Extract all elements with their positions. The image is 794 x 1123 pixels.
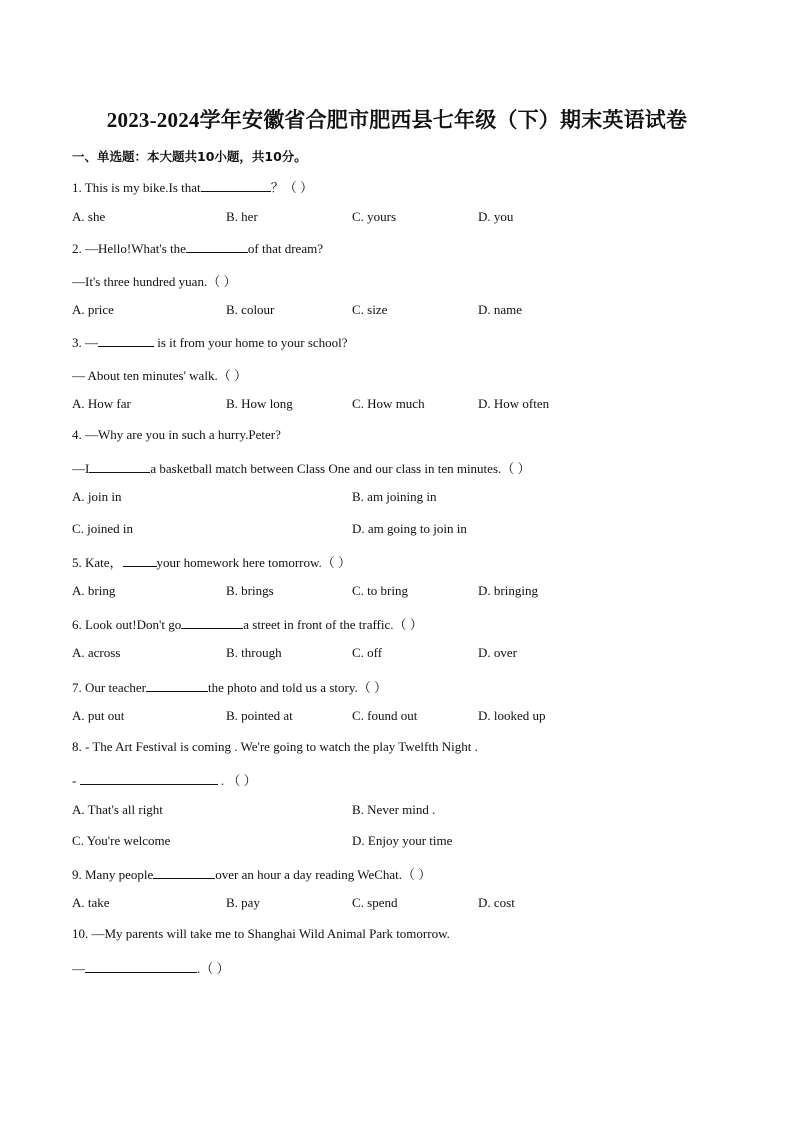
question-1-option-b[interactable]: B. her: [226, 209, 258, 224]
question-7-option-a[interactable]: A. put out: [72, 708, 125, 723]
question-8-stem: 8. - The Art Festival is coming . We're going to watch the play Twelfth Night .: [72, 739, 478, 754]
answer-blank: [123, 554, 157, 567]
question-6-option-c[interactable]: C. off: [352, 645, 383, 660]
question-10-response: — .（ ）: [72, 961, 230, 976]
question-3-option-a[interactable]: A. How far: [72, 396, 131, 411]
answer-blank: [201, 179, 271, 192]
question-5-option-c[interactable]: C. to bring: [352, 583, 408, 598]
question-4-option-d[interactable]: D. am going to join in: [352, 521, 467, 536]
question-1-option-a[interactable]: A. she: [72, 209, 106, 224]
question-8-option-c[interactable]: C. You're welcome: [72, 833, 171, 848]
question-8-response: - . （ ）: [72, 773, 257, 788]
question-3-response: — About ten minutes' walk.（ ）: [72, 368, 247, 383]
question-9-option-b[interactable]: B. pay: [226, 895, 260, 910]
question-3-option-b[interactable]: B. How long: [226, 396, 293, 411]
question-4-response: —I a basketball match between Class One and our class in ten minutes.（ ）: [72, 461, 531, 476]
question-1-stem: 1. This is my bike.Is that ？（ ）: [72, 180, 313, 195]
question-7-option-d[interactable]: D. looked up: [478, 708, 546, 723]
question-6-option-a[interactable]: A. across: [72, 645, 121, 660]
answer-blank: [186, 240, 248, 253]
question-6-option-b[interactable]: B. through: [226, 645, 282, 660]
question-5-stem: 5. Kate， your homework here tomorrow.（ ）: [72, 555, 352, 570]
question-4-option-b[interactable]: B. am joining in: [352, 489, 437, 504]
question-9-option-c[interactable]: C. spend: [352, 895, 398, 910]
question-3-option-c[interactable]: C. How much: [352, 396, 425, 411]
question-7-option-b[interactable]: B. pointed at: [226, 708, 293, 723]
page-title: 2023-2024学年安徽省合肥市肥西县七年级（下）期末英语试卷: [106, 108, 688, 132]
question-2-stem: 2. —Hello!What's the of that dream?: [72, 241, 323, 256]
answer-blank: [153, 866, 215, 879]
question-4-option-a[interactable]: A. join in: [72, 489, 122, 504]
question-2-response: —It's three hundred yuan.（ ）: [72, 274, 237, 289]
question-3-stem: 3. — is it from your home to your school?: [72, 335, 348, 350]
answer-blank: [181, 616, 243, 629]
question-1-option-c[interactable]: C. yours: [352, 209, 397, 224]
question-7-option-c[interactable]: C. found out: [352, 708, 418, 723]
question-2-option-a[interactable]: A. price: [72, 302, 114, 317]
question-2-option-b[interactable]: B. colour: [226, 302, 275, 317]
question-9-option-d[interactable]: D. cost: [478, 895, 515, 910]
answer-blank: [85, 960, 197, 973]
question-2-option-c[interactable]: C. size: [352, 302, 388, 317]
question-2-option-d[interactable]: D. name: [478, 302, 523, 317]
question-6-option-d[interactable]: D. over: [478, 645, 517, 660]
question-8-option-b[interactable]: B. Never mind .: [352, 802, 436, 817]
question-4-option-c[interactable]: C. joined in: [72, 521, 134, 536]
question-5-option-d[interactable]: D. bringing: [478, 583, 538, 598]
question-8-option-d[interactable]: D. Enjoy your time: [352, 833, 453, 848]
question-7-stem: 7. Our teacher the photo and told us a story.（ ）: [72, 680, 387, 695]
section-heading: 一、单选题：本大题共10小题，共10分。: [72, 149, 307, 164]
question-3-option-d[interactable]: D. How often: [478, 396, 550, 411]
answer-blank: [80, 772, 218, 785]
question-6-stem: 6. Look out!Don't go a street in front of the traffic.（ ）: [72, 617, 423, 632]
answer-blank: [98, 334, 154, 347]
question-1-option-d[interactable]: D. you: [478, 209, 514, 224]
question-9-stem: 9. Many people over an hour a day reading WeChat.（ ）: [72, 867, 432, 882]
question-5-option-a[interactable]: A. bring: [72, 583, 116, 598]
answer-blank: [146, 679, 208, 692]
question-10-stem: 10. —My parents will take me to Shanghai Wild Animal Park tomorrow.: [72, 926, 450, 941]
question-8-option-a[interactable]: A. That's all right: [72, 802, 163, 817]
question-5-option-b[interactable]: B. brings: [226, 583, 274, 598]
answer-blank: [89, 460, 150, 473]
question-9-option-a[interactable]: A. take: [72, 895, 110, 910]
question-4-stem: 4. —Why are you in such a hurry.Peter?: [72, 427, 281, 442]
